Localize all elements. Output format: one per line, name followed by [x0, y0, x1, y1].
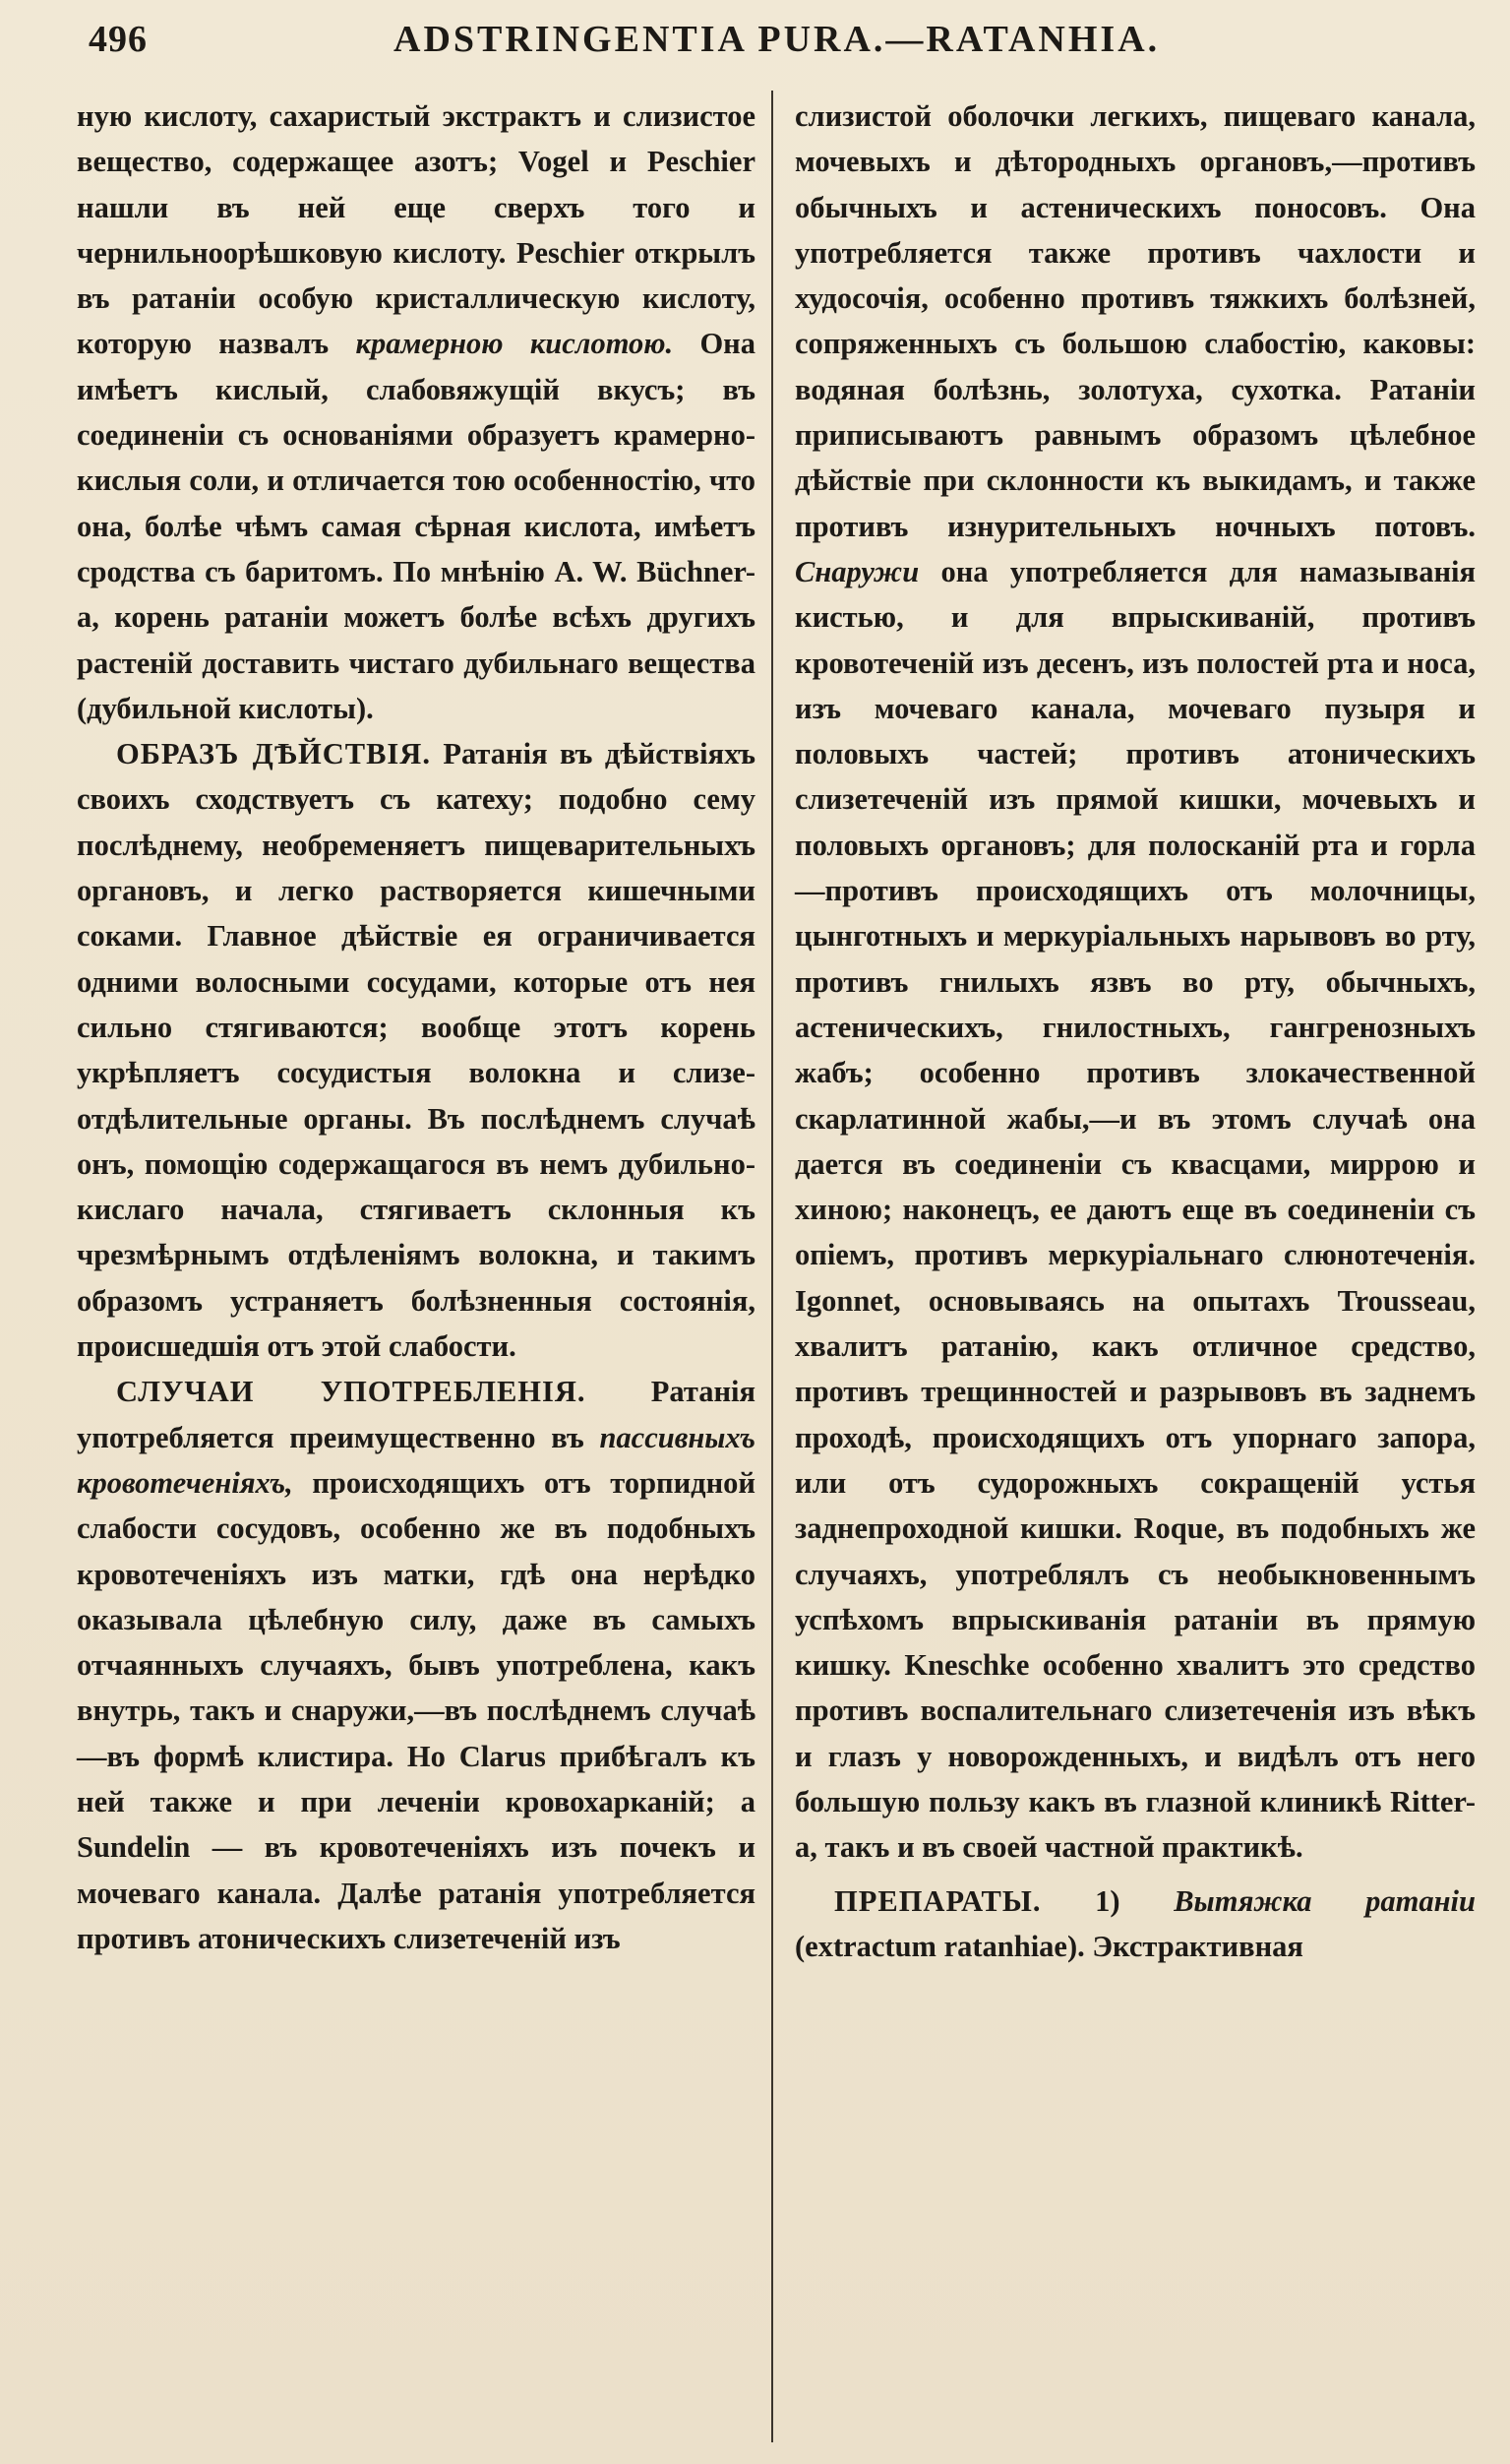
left-column: [77, 93, 755, 1961]
column-divider: [771, 91, 773, 2442]
paragraph-text: 1): [1095, 1883, 1120, 1918]
running-title: ADSTRINGENTIA PURA.—RATANHIA.: [393, 19, 1161, 60]
paragraph-preparations: [795, 1879, 1476, 1970]
paragraph-usage-continued: [795, 93, 1476, 1871]
paragraph-usage: [77, 1369, 755, 1961]
section-heading-usage: СЛУЧАИ УПОТРЕБЛЕНІЯ.: [116, 1375, 586, 1409]
paragraph-text: Ратанія употребляется преимущественно въ: [77, 1375, 755, 1454]
paragraph-action: [77, 731, 755, 1369]
italic-term: пассивныхъ кровотеченіяхъ,: [77, 1420, 755, 1500]
paragraph-text: Ратанія въ дѣйствіяхъ своихъ сходствуетъ съ катеху; подобно сему послѣднему, необременяетъ пищеварительныхъ органовъ, и легко растворяется кишечными соками. Главное дѣйствіе ея ограничивается одними волосными сосудами, которые отъ нея сильно стягиваются; вообще этотъ корень укрѣпляетъ сосудистыя волокна и слизе-отдѣлительные органы. Въ послѣднемъ случаѣ онъ, помощію содержащагося въ немъ дубильно-кислаго начала, стягиваетъ склонныя къ чрезмѣрнымъ отдѣленіямъ волокна, и такимъ образомъ устраняетъ болѣзненныя состоянія, происшедшія отъ этой слабости.: [77, 737, 755, 1364]
paragraph-text: (extractum ratanhiae). Экстрактивная: [795, 1929, 1303, 1963]
section-heading-action: ОБРАЗЪ ДѢЙСТВІЯ.: [116, 737, 431, 771]
section-heading-preparations: ПРЕПАРАТЫ.: [834, 1883, 1042, 1918]
right-column: [795, 93, 1476, 1969]
italic-term: Вытяжка ратаніи: [1174, 1883, 1476, 1918]
paragraph-text: происходящихъ отъ торпидной слабости сосудовъ, особенно же въ подобныхъ кровотеченіяхъ изъ матки, гдѣ она нерѣдко оказывала цѣлебную силу, даже въ самыхъ отчаянныхъ случаяхъ, бывъ употреблена, какъ внутрь, такъ и снаружи,—въ послѣднемъ случаѣ—въ формѣ клистира. Но Clarus прибѣгалъ къ ней также и при леченіи кровохарканій; а Sundelin — въ кровотеченіяхъ изъ почекъ и мочеваго канала. Далѣе ратанія употребляется противъ атоническихъ слизетеченій изъ: [77, 1465, 756, 1955]
running-head: [79, 10, 1471, 69]
paragraph-composition: [77, 93, 755, 731]
paragraph-text: слизистой оболочки легкихъ, пищеваго канала, мочевыхъ и дѣтородныхъ органовъ,—противъ обычныхъ и астеническихъ поносовъ. Она употребляется также противъ чахлости и худосочія, особенно противъ тяжкихъ болѣзней, сопряженныхъ съ большою слабостію, каковы: водяная болѣзнь, золотуха, сухотка. Ратаніи приписываютъ равнымъ образомъ цѣлебное дѣйствіе при склонности къ выкидамъ, и также противъ изнурительныхъ ночныхъ потовъ.: [795, 99, 1476, 543]
paragraph-text: Она имѣетъ кислый, слабовяжущій вкусъ; въ соединеніи съ основаніями образуетъ крамерно-кислыя соли, и отличается тою особенностію, что она, болѣе чѣмъ самая сѣрная кислота, имѣетъ сродства съ баритомъ. По мнѣнію A. W. Büchner-а, корень ратаніи можетъ болѣе всѣхъ другихъ растеній доставить чистаго дубильнаго вещества (дубильной кислоты).: [77, 327, 756, 725]
page-number: 496: [89, 19, 148, 60]
italic-term: Снаружи: [795, 554, 920, 588]
paragraph-text: она употребляется для намазыванія кистью, и для впрыскиваній, противъ кровотеченій изъ деcенъ, изъ полостей рта и носа, изъ мочеваго канала, мочеваго пузыря и половыхъ частей; противъ атоническихъ слизетеченій изъ прямой кишки, мочевыхъ и половыхъ органовъ; для полосканій рта и горла—противъ происходящихъ отъ молочницы, цынготныхъ и меркуріальныхъ нарывовъ во рту, противъ гнилыхъ язвъ во рту, обычныхъ, астеническихъ, гнилостныхъ, гангренозныхъ жабъ; особенно противъ злокачественной скарлатинной жабы,—и въ этомъ случаѣ она дается въ соединеніи съ квасцами, миррою и хиною; наконецъ, ее даютъ еще въ соединеніи съ опіемъ, противъ меркуріальнаго слюнотеченія. Igonnet, основываясь на опытахъ Trousseau, хвалитъ ратанію, какъ отличное средство, противъ трещинностей и разрывовъ въ заднемъ проходѣ, происходящихъ отъ упорнаго запора, или отъ судорожныхъ сокращеній устья заднепроходной кишки. Roque, въ подобныхъ же случаяхъ, употреблялъ съ необыкновеннымъ успѣхомъ впрыскиванія ратаніи въ прямую кишку. Kneschke особенно хвалитъ это средство противъ воспалительнаго слизетеченія изъ вѣкъ и глазъ у новорожденныхъ, и видѣлъ отъ него большую пользу какъ въ глазной клиникѣ Ritter-а, такъ и въ своей частной практикѣ.: [795, 554, 1476, 1865]
italic-term: крамерною кислотою.: [355, 327, 674, 361]
paragraph-text: ную кислоту, сахаристый экстрактъ и слизистое вещество, содержащее азотъ; Vogel и Peschier нашли въ ней еще сверхъ того и чернильноорѣшковую кислоту. Peschier открылъ въ ратаніи особую кристаллическую кислоту, которую назвалъ: [77, 99, 755, 361]
